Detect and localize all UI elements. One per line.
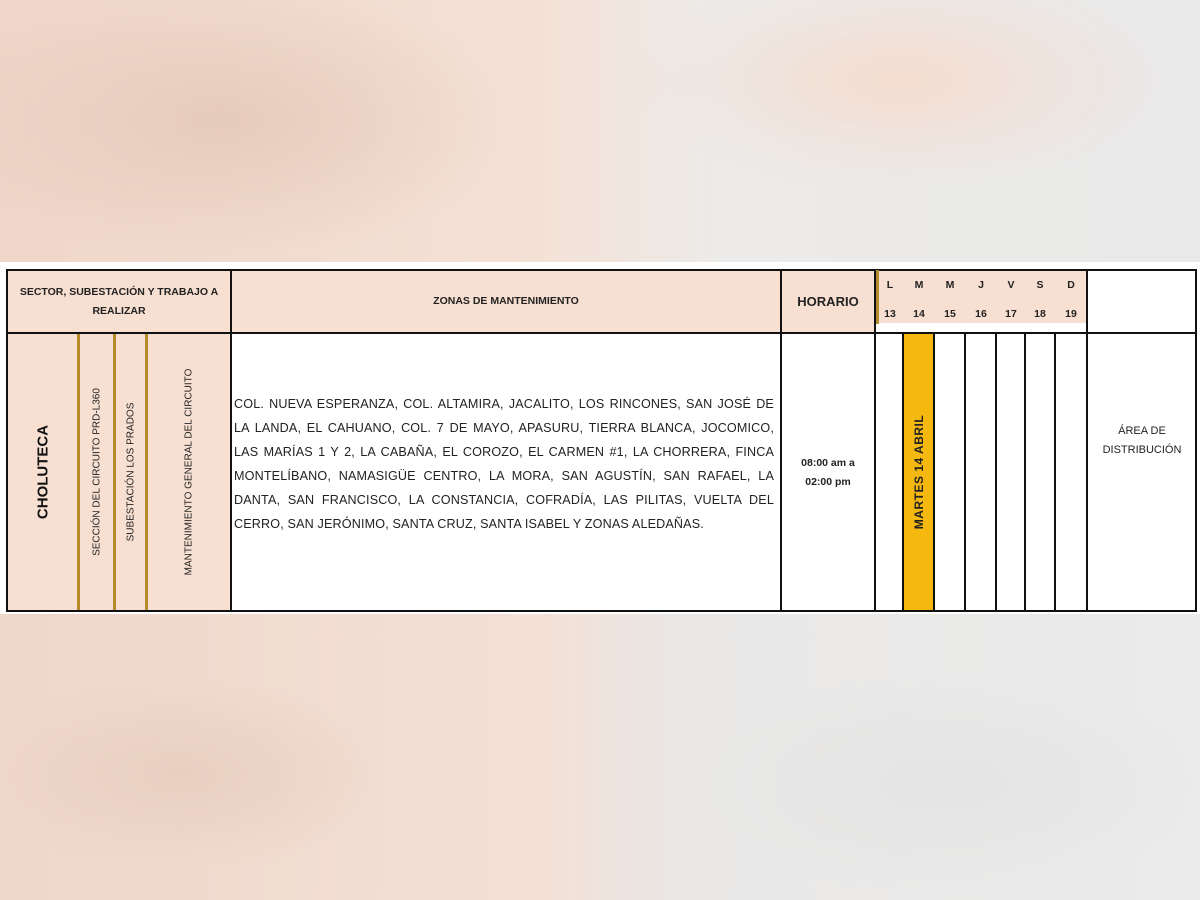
area-line-2: DISTRIBUCIÓN bbox=[1102, 444, 1182, 456]
day-divider bbox=[1054, 334, 1056, 610]
day-letter-j: J bbox=[978, 279, 984, 291]
days-header-rule bbox=[876, 270, 879, 324]
horario-end: 02:00 pm bbox=[805, 476, 851, 488]
subestacion-cell bbox=[116, 334, 145, 610]
scheduled-day-label: MARTES 14 ABRIL bbox=[912, 414, 926, 530]
horario-start: 08:00 am a bbox=[801, 457, 855, 469]
area-value bbox=[1088, 422, 1196, 460]
day-number-14: 14 bbox=[913, 308, 925, 320]
day-letter-v: V bbox=[1007, 279, 1015, 291]
seccion-cell bbox=[80, 334, 113, 610]
sector-cell bbox=[8, 334, 77, 610]
day-number-17: 17 bbox=[1005, 308, 1017, 320]
header-horario: HORARIO bbox=[797, 294, 859, 309]
day-letter-s: S bbox=[1036, 279, 1044, 291]
day-number-16: 16 bbox=[975, 308, 987, 320]
day-divider bbox=[902, 334, 904, 610]
horario-value bbox=[782, 454, 874, 492]
header-sector: SECTOR, SUBESTACIÓN Y TRABAJO A REALIZAR bbox=[19, 285, 219, 317]
scheduled-day-highlight bbox=[904, 334, 934, 610]
day-letter-d: D bbox=[1067, 279, 1075, 291]
area-line-1: ÁREA DE bbox=[1118, 425, 1166, 437]
subestacion-label: SUBESTACIÓN LOS PRADOS bbox=[125, 402, 136, 542]
day-divider bbox=[964, 334, 966, 610]
day-letter-m-1: M bbox=[914, 279, 924, 291]
blurred-background-top bbox=[0, 0, 1200, 262]
day-number-13: 13 bbox=[884, 308, 896, 320]
col-divider bbox=[230, 271, 232, 610]
day-number-15: 15 bbox=[944, 308, 956, 320]
blurred-background-bottom bbox=[0, 614, 1200, 900]
day-divider bbox=[933, 334, 935, 610]
header-zonas: ZONAS DE MANTENIMIENTO bbox=[433, 295, 579, 307]
trabajo-label: MANTENIMIENTO GENERAL DEL CIRCUITO bbox=[183, 368, 195, 576]
day-divider bbox=[995, 334, 997, 610]
day-number-19: 19 bbox=[1065, 308, 1077, 320]
trabajo-cell bbox=[148, 334, 230, 610]
day-number-18: 18 bbox=[1034, 308, 1046, 320]
sector-name: CHOLUTECA bbox=[34, 424, 51, 520]
day-divider bbox=[1024, 334, 1026, 610]
col-divider bbox=[780, 271, 782, 610]
day-letter-m-2: M bbox=[945, 279, 955, 291]
zonas-text: COL. NUEVA ESPERANZA, COL. ALTAMIRA, JACALITO, LOS RINCONES, SAN JOSÉ DE LA LANDA, EL CAHUANO, COL. 7 DE MAYO, APASURU, TIERRA BLANCA, JOCOMICO, LAS MARÍAS 1 Y 2, LA CABAÑA, EL COROZO, EL CARMEN #1, LA CHORRERA, FINCA MONTELÍBANO, NAMASIGÜE CENTRO, LA MORA, SAN AGUSTÍN, SAN RAFAEL, LA DANTA, SAN FRANCISCO, LA CONSTANCIA, COFRADÍA, LAS PILITAS, VUELTA DEL CERRO, SAN JERÓNIMO, SANTA CRUZ, SANTA ISABEL Y ZONAS ALEDAÑAS. bbox=[234, 397, 774, 531]
seccion-label: SECCIÓN DEL CIRCUITO PRD-L360 bbox=[91, 388, 102, 556]
day-letter-l: L bbox=[886, 279, 894, 291]
